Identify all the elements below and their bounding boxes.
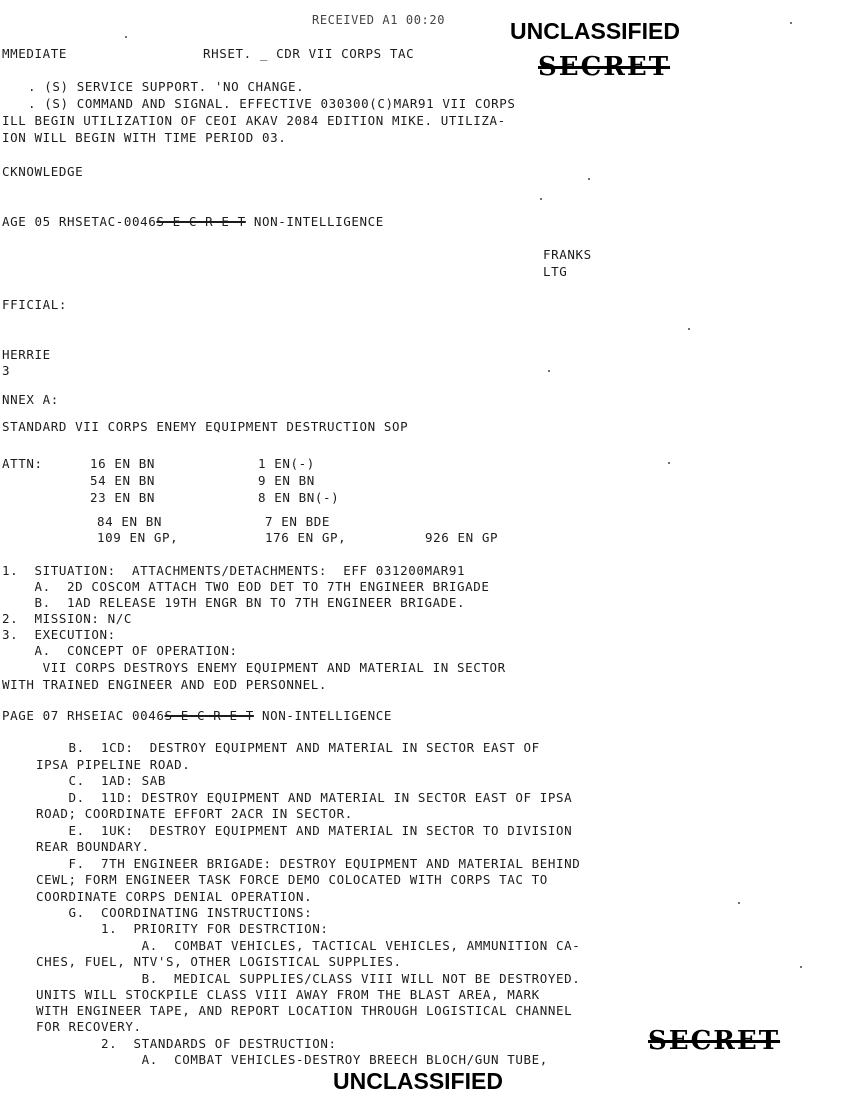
- body-line: A. 2D COSCOM ATTACH TWO EOD DET TO 7TH ENGINEER BRIGADE: [2, 579, 490, 594]
- service-support-line: . (S) SERVICE SUPPORT. 'NO CHANGE.: [28, 79, 305, 94]
- body-line: WITH TRAINED ENGINEER AND EOD PERSONNEL.: [2, 677, 328, 692]
- scan-speck: [688, 328, 690, 330]
- execution-line: 3. EXECUTION:: [2, 627, 116, 642]
- mission-line: 2. MISSION: N/C: [2, 611, 133, 626]
- attn-unit: 16 EN BN: [90, 456, 156, 471]
- annex-label: NNEX A:: [2, 392, 59, 407]
- attn-unit: 23 EN BN: [90, 490, 156, 505]
- body-line: 1. PRIORITY FOR DESTRCTION:: [36, 921, 329, 936]
- scan-speck: [800, 966, 802, 968]
- page-07-id: PAGE 07 RHSEIAC 0046: [2, 708, 165, 723]
- body-line: A. COMBAT VEHICLES, TACTICAL VEHICLES, AMMUNITION CA-: [36, 938, 581, 953]
- signer-rank: LTG: [543, 264, 568, 279]
- scan-speck: [790, 22, 792, 24]
- classification-top: UNCLASSIFIED: [510, 18, 680, 44]
- scan-speck: [548, 370, 550, 372]
- attn-unit: 84 EN BN: [97, 514, 163, 529]
- precedence: MMEDIATE: [2, 46, 68, 61]
- attn-unit: 1 EN(-): [258, 456, 315, 471]
- received-stamp: RECEIVED A1 00:20: [312, 13, 446, 27]
- scan-speck: [738, 902, 740, 904]
- secret-marking-bottom: SECRET: [648, 1026, 781, 1056]
- classification-bottom: UNCLASSIFIED: [333, 1068, 503, 1094]
- body-line: COORDINATE CORPS DENIAL OPERATION.: [36, 889, 313, 904]
- command-signal-line-3: ION WILL BEGIN WITH TIME PERIOD 03.: [2, 130, 287, 145]
- body-line: B. MEDICAL SUPPLIES/CLASS VIII WILL NOT BE DESTROYED.: [36, 971, 581, 986]
- acknowledge-line: CKNOWLEDGE: [2, 164, 84, 179]
- command-signal-line-2: ILL BEGIN UTILIZATION OF CEOI AKAV 2084 EDITION MIKE. UTILIZA-: [2, 113, 506, 128]
- scan-speck: [540, 198, 542, 200]
- herrie-line: HERRIE: [2, 347, 51, 362]
- body-line: F. 7TH ENGINEER BRIGADE: DESTROY EQUIPMENT AND MATERIAL BEHIND: [36, 856, 581, 871]
- body-line: CEWL; FORM ENGINEER TASK FORCE DEMO COLOCATED WITH CORPS TAC TO: [36, 872, 548, 887]
- body-line: A. COMBAT VEHICLES-DESTROY BREECH BLOCH/GUN TUBE,: [36, 1052, 548, 1067]
- body-line: WITH ENGINEER TAPE, AND REPORT LOCATION THROUGH LOGISTICAL CHANNEL: [36, 1003, 573, 1018]
- body-line: B. 1CD: DESTROY EQUIPMENT AND MATERIAL IN SECTOR EAST OF: [36, 740, 540, 755]
- herrie-sub: 3: [2, 363, 11, 378]
- body-line: VII CORPS DESTROYS ENEMY EQUIPMENT AND MATERIAL IN SECTOR: [2, 660, 506, 675]
- routing-line: RHSET. _ CDR VII CORPS TAC: [203, 46, 415, 61]
- situation-line: 1. SITUATION: ATTACHMENTS/DETACHMENTS: EFF 031200MAR91: [2, 563, 466, 578]
- page-07-non-intel: NON-INTELLIGENCE: [253, 708, 393, 723]
- body-line: D. 11D: DESTROY EQUIPMENT AND MATERIAL IN SECTOR EAST OF IPSA: [36, 790, 573, 805]
- body-line: C. 1AD: SAB: [36, 773, 167, 788]
- page-05-non-intel: NON-INTELLIGENCE: [245, 214, 384, 229]
- body-line: 2. STANDARDS OF DESTRUCTION:: [36, 1036, 337, 1051]
- command-signal-line-1: . (S) COMMAND AND SIGNAL. EFFECTIVE 030300(C)MAR91 VII CORPS: [28, 96, 516, 111]
- body-line: E. 1UK: DESTROY EQUIPMENT AND MATERIAL IN SECTOR TO DIVISION: [36, 823, 573, 838]
- secret-marking-top: SECRET: [538, 52, 671, 82]
- body-line: ROAD; COORDINATE EFFORT 2ACR IN SECTOR.: [36, 806, 353, 821]
- scan-speck: [588, 178, 590, 180]
- page-05-struck-secret: S E C R E T: [156, 214, 246, 229]
- page-07-struck-secret: S E C R E T: [164, 708, 254, 723]
- body-line: UNITS WILL STOCKPILE CLASS VIII AWAY FROM THE BLAST AREA, MARK: [36, 987, 540, 1002]
- signer-name: FRANKS: [543, 247, 592, 262]
- body-line: A. CONCEPT OF OPERATION:: [2, 643, 238, 658]
- attn-unit: 8 EN BN(-): [258, 490, 340, 505]
- attn-unit: 7 EN BDE: [265, 514, 331, 529]
- attn-label: ATTN:: [2, 456, 43, 471]
- body-line: G. COORDINATING INSTRUCTIONS:: [36, 905, 313, 920]
- scan-speck: [125, 36, 127, 38]
- scan-speck: [668, 462, 670, 464]
- attn-unit: 176 EN GP,: [265, 530, 347, 545]
- attn-unit: 54 EN BN: [90, 473, 156, 488]
- body-line: IPSA PIPELINE ROAD.: [36, 757, 191, 772]
- attn-unit: 9 EN BN: [258, 473, 315, 488]
- page-07-header: [2, 708, 392, 723]
- page-05-header: [2, 214, 384, 229]
- sop-title: STANDARD VII CORPS ENEMY EQUIPMENT DESTRUCTION SOP: [2, 419, 409, 434]
- page-05-id: AGE 05 RHSETAC-0046: [2, 214, 157, 229]
- attn-unit: 926 EN GP: [425, 530, 499, 545]
- attn-unit: 109 EN GP,: [97, 530, 179, 545]
- body-line: CHES, FUEL, NTV'S, OTHER LOGISTICAL SUPPLIES.: [36, 954, 402, 969]
- body-line: FOR RECOVERY.: [36, 1019, 142, 1034]
- official-label: FFICIAL:: [2, 297, 68, 312]
- body-line: REAR BOUNDARY.: [36, 839, 150, 854]
- body-line: B. 1AD RELEASE 19TH ENGR BN TO 7TH ENGINEER BRIGADE.: [2, 595, 466, 610]
